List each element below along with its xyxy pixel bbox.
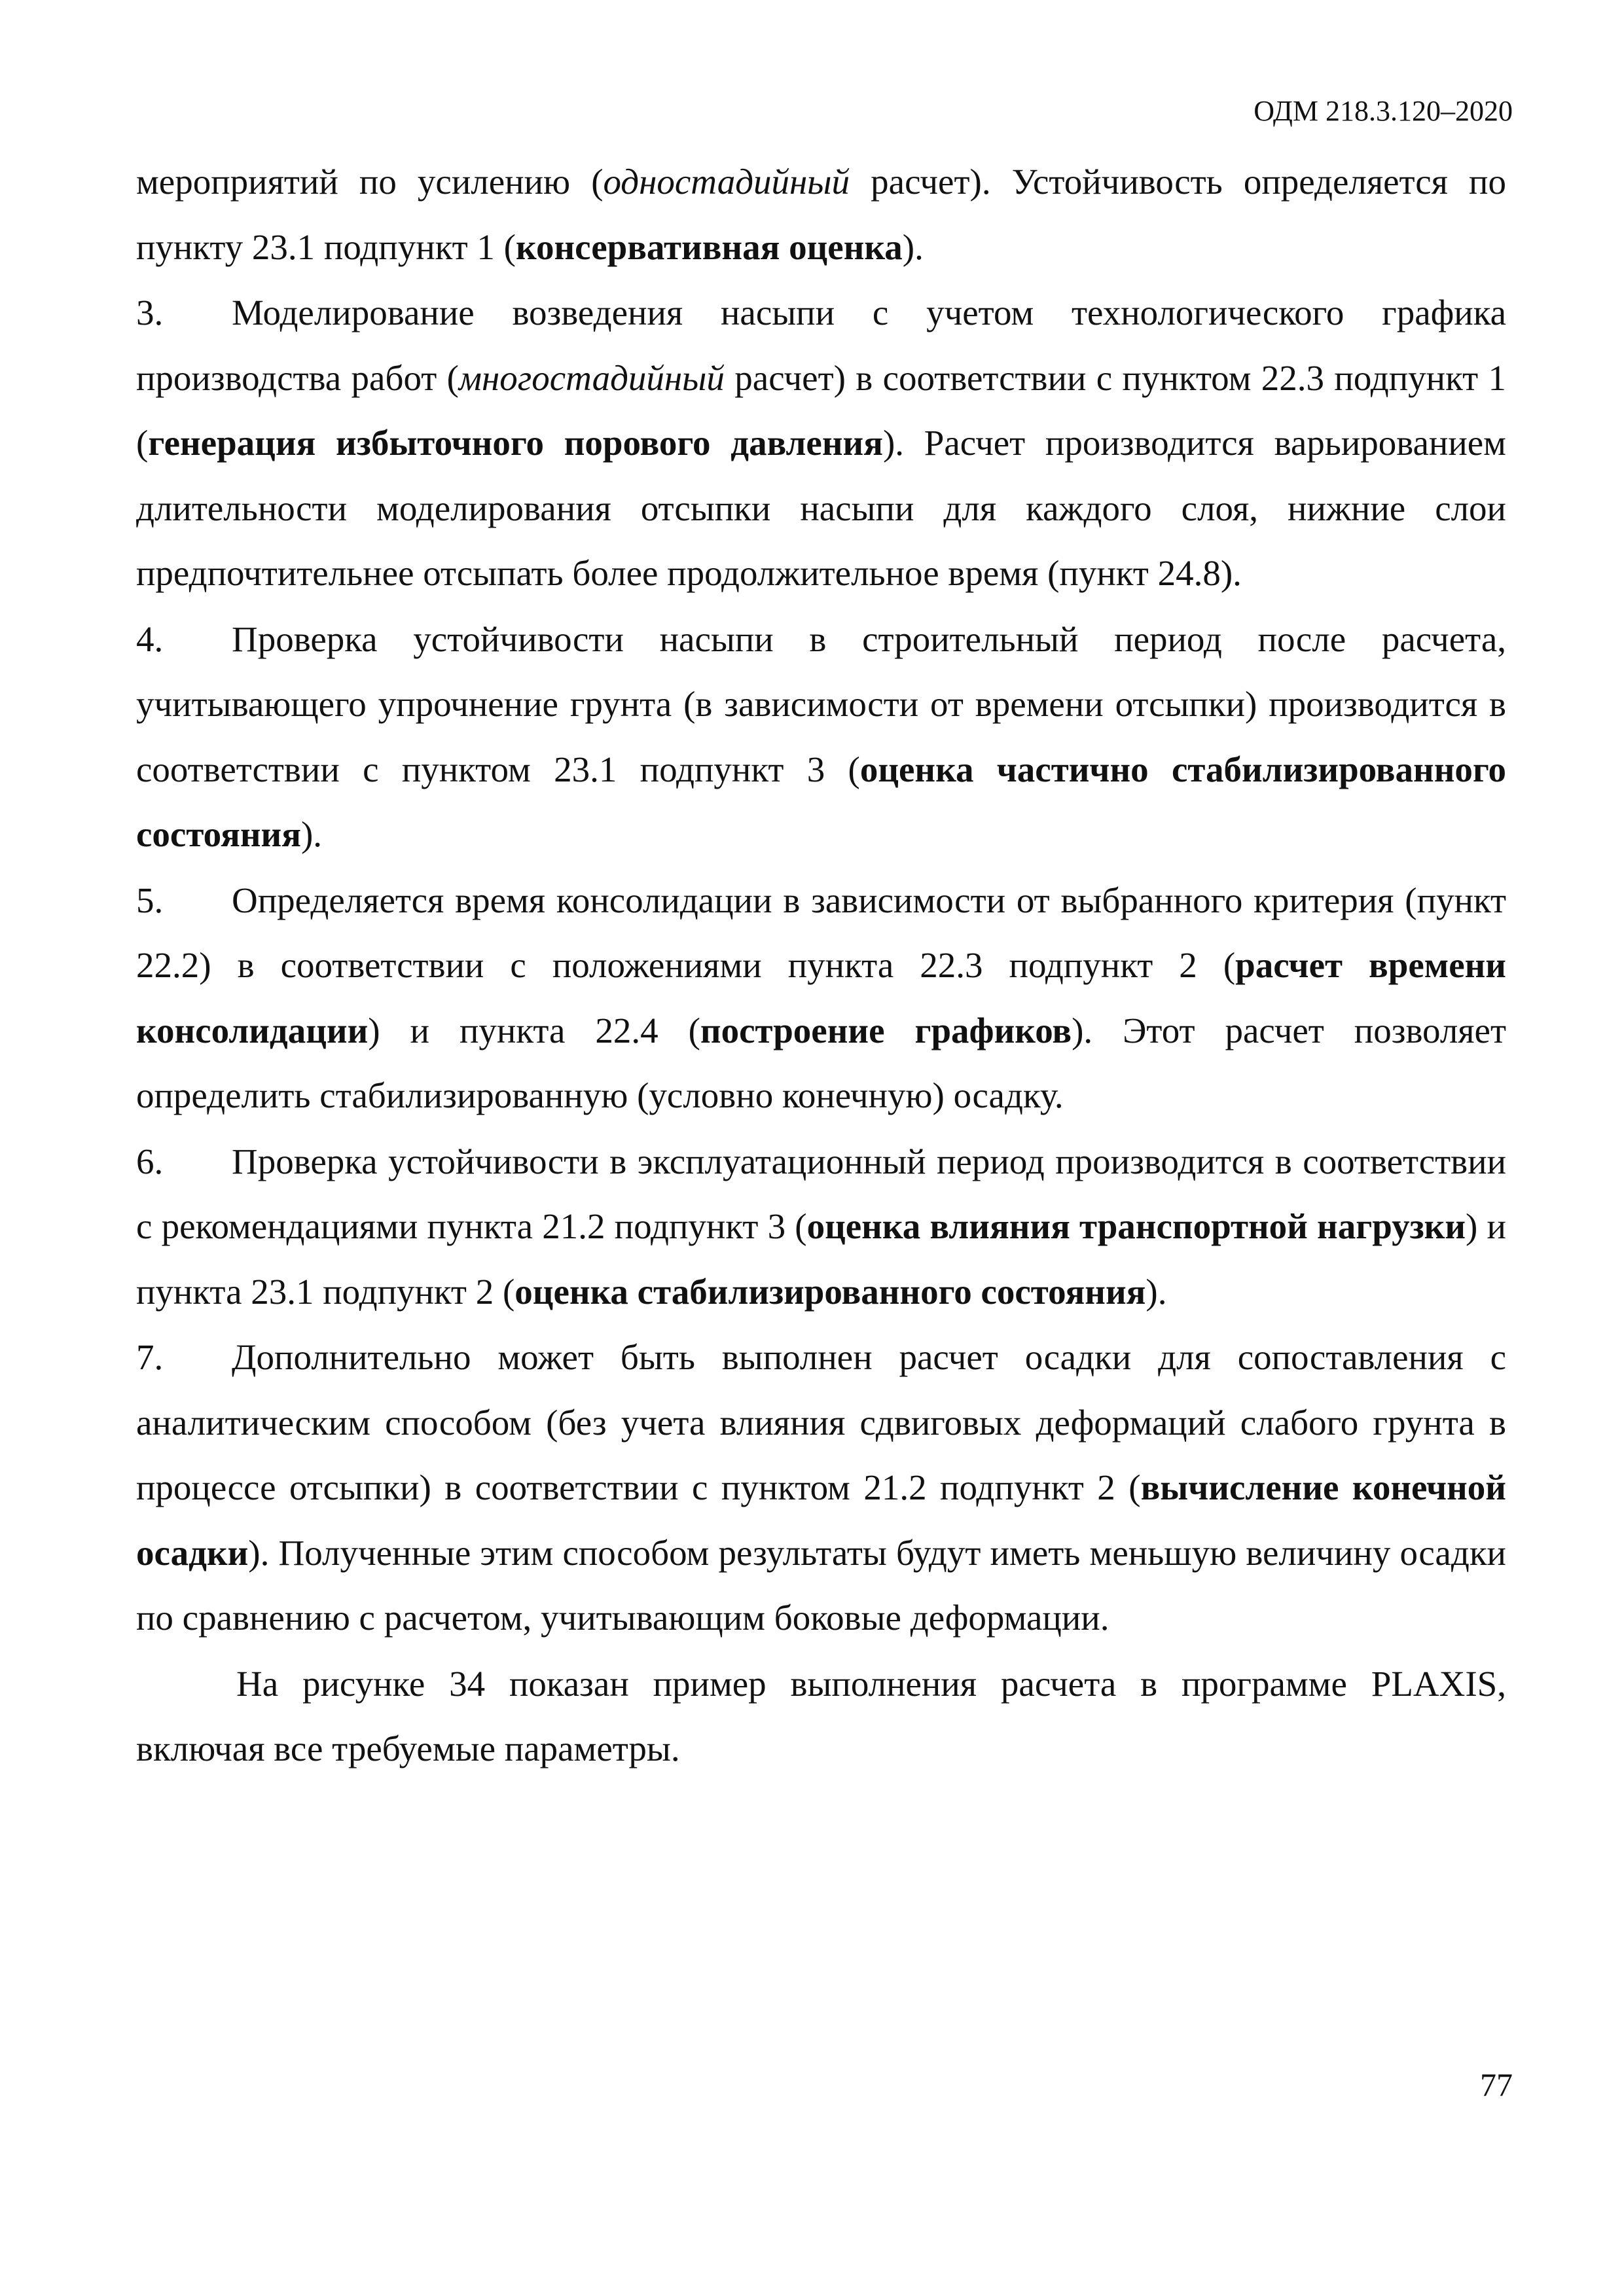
text: Проверка устойчивости насыпи в строительный период после расчета, учитывающего упрочнение грунта (в зависимости от времени отсыпки) производится в соответствии с пунктом 23.1 подпункт 3 ( bbox=[136, 619, 1506, 789]
paragraph-continuation bbox=[136, 149, 1506, 279]
list-number: 6. bbox=[136, 1141, 164, 1181]
bold-term: построение графиков bbox=[700, 1010, 1072, 1050]
list-item-7 bbox=[136, 1325, 1506, 1651]
text: расчет). Устойчивость определяется по пункту 23.1 подпункт 1 ( bbox=[136, 162, 1506, 267]
text: Дополнительно может быть выполнен расчет осадки для сопоставления с аналитическим способом (без учета влияния сдвиговых деформаций слабого грунта в процессе отсыпки) в соответствии с пунктом 21.2 подпункт 2 ( bbox=[136, 1337, 1506, 1507]
text: ). Этот расчет позволяет определить стабилизированную (условно конечную) осадку. bbox=[136, 1010, 1507, 1115]
bold-term: оценка влияния транспортной нагрузки bbox=[806, 1206, 1466, 1246]
list-item-4 bbox=[136, 607, 1506, 867]
text: ). bbox=[300, 814, 323, 854]
page-number: 77 bbox=[1480, 2066, 1513, 2103]
text: ). Расчет производится варьированием длительности моделирования отсыпки насыпи для каждого слоя, нижние слои предпочтительнее отсыпать более продолжительное время (пункт 24.8). bbox=[136, 423, 1506, 593]
text: мероприятий по усилению ( bbox=[136, 162, 604, 202]
bold-term: вычисление конечной осадки bbox=[136, 1467, 1506, 1573]
figure-reference-paragraph bbox=[136, 1651, 1506, 1782]
list-number: 7. bbox=[136, 1337, 164, 1377]
text: расчет) в соответствии с пунктом 22.3 подпункт 1 ( bbox=[136, 357, 1506, 463]
list-item-6 bbox=[136, 1129, 1506, 1325]
bold-term: оценка частично стабилизированного состояния bbox=[136, 749, 1506, 854]
text: Определяется время консолидации в зависимости от выбранного критерия (пункт 22.2) в соответствии с положениями пункта 22.3 подпункт 2 ( bbox=[136, 880, 1506, 985]
italic-term: одностадийный bbox=[603, 162, 850, 202]
text: Проверка устойчивости в эксплуатационный период производится в соответствии с рекомендациями пункта 21.2 подпункт 3 ( bbox=[136, 1141, 1506, 1246]
document-body bbox=[136, 149, 1506, 1782]
text: ). bbox=[902, 226, 924, 267]
text: ) и пункта 23.1 подпункт 2 ( bbox=[136, 1206, 1506, 1312]
bold-term: оценка стабилизированного состояния bbox=[514, 1271, 1146, 1312]
list-item-5 bbox=[136, 868, 1506, 1128]
text: Моделирование возведения насыпи с учетом технологического графика производства работ ( bbox=[136, 293, 1506, 398]
list-number: 4. bbox=[136, 619, 164, 659]
list-number: 3. bbox=[136, 293, 164, 332]
bold-term: генерация избыточного порового давления bbox=[148, 423, 883, 463]
text: ). Полученные этим способом результаты будут иметь меньшую величину осадки по сравнению с расчетом, учитывающим боковые деформации. bbox=[136, 1532, 1506, 1638]
text: На рисунке 34 показан пример выполнения расчета в программе PLAXIS, включая все требуемые параметры. bbox=[136, 1663, 1506, 1768]
text: ). bbox=[1146, 1271, 1167, 1312]
document-code: ОДМ 218.3.120–2020 bbox=[1254, 95, 1513, 127]
bold-term: консервативная оценка bbox=[515, 226, 903, 267]
bold-term: расчет времени консолидации bbox=[136, 945, 1506, 1050]
italic-term: многостадийный bbox=[458, 357, 725, 398]
list-number: 5. bbox=[136, 880, 164, 920]
text: ) и пункта 22.4 ( bbox=[368, 1010, 700, 1050]
list-item-3 bbox=[136, 280, 1506, 606]
